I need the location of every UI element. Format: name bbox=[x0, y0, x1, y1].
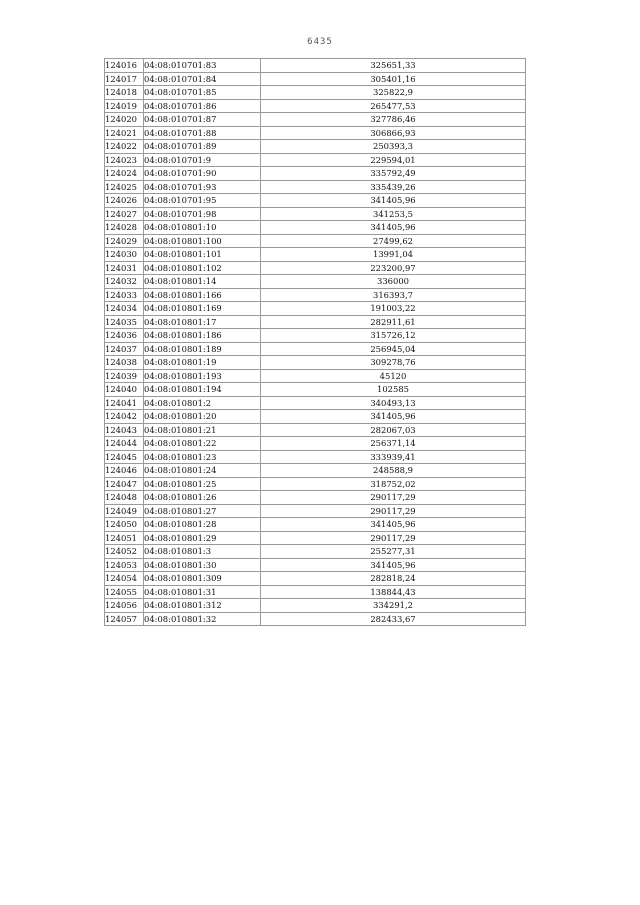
record-id-cell: 124039 bbox=[105, 369, 144, 383]
value-cell: 265477,53 bbox=[261, 99, 526, 113]
cadastral-number-cell: 04:08:010801:32 bbox=[144, 612, 261, 626]
record-id-cell: 124018 bbox=[105, 86, 144, 100]
table-row bbox=[105, 531, 526, 545]
cadastral-number-cell: 04:08:010701:85 bbox=[144, 86, 261, 100]
value-cell: 290117,29 bbox=[261, 531, 526, 545]
cadastral-number-cell: 04:08:010801:29 bbox=[144, 531, 261, 545]
cadastral-number-cell: 04:08:010801:186 bbox=[144, 329, 261, 343]
record-id-cell: 124022 bbox=[105, 140, 144, 154]
cadastral-number-cell: 04:08:010801:23 bbox=[144, 450, 261, 464]
table-row bbox=[105, 464, 526, 478]
table-row bbox=[105, 248, 526, 262]
record-id-cell: 124044 bbox=[105, 437, 144, 451]
cadastral-number-cell: 04:08:010801:22 bbox=[144, 437, 261, 451]
table-row bbox=[105, 99, 526, 113]
table-row bbox=[105, 518, 526, 532]
value-cell: 333939,41 bbox=[261, 450, 526, 464]
cadastral-number-cell: 04:08:010801:17 bbox=[144, 315, 261, 329]
value-cell: 315726,12 bbox=[261, 329, 526, 343]
record-id-cell: 124020 bbox=[105, 113, 144, 127]
cadastral-number-cell: 04:08:010801:189 bbox=[144, 342, 261, 356]
record-id-cell: 124052 bbox=[105, 545, 144, 559]
value-cell: 229594,01 bbox=[261, 153, 526, 167]
record-id-cell: 124051 bbox=[105, 531, 144, 545]
value-cell: 336000 bbox=[261, 275, 526, 289]
table-row bbox=[105, 59, 526, 73]
table-row bbox=[105, 504, 526, 518]
record-id-cell: 124024 bbox=[105, 167, 144, 181]
cadastral-number-cell: 04:08:010801:31 bbox=[144, 585, 261, 599]
cadastral-number-cell: 04:08:010701:89 bbox=[144, 140, 261, 154]
value-cell: 282911,61 bbox=[261, 315, 526, 329]
table-row bbox=[105, 356, 526, 370]
cadastral-number-cell: 04:08:010801:26 bbox=[144, 491, 261, 505]
table-row bbox=[105, 180, 526, 194]
value-cell: 102585 bbox=[261, 383, 526, 397]
table-row bbox=[105, 477, 526, 491]
table-row bbox=[105, 396, 526, 410]
table-row bbox=[105, 315, 526, 329]
cadastral-number-cell: 04:08:010701:86 bbox=[144, 99, 261, 113]
cadastral-number-cell: 04:08:010801:25 bbox=[144, 477, 261, 491]
cadastral-number-cell: 04:08:010701:87 bbox=[144, 113, 261, 127]
value-cell: 305401,16 bbox=[261, 72, 526, 86]
record-id-cell: 124043 bbox=[105, 423, 144, 437]
cadastral-number-cell: 04:08:010801:194 bbox=[144, 383, 261, 397]
record-id-cell: 124025 bbox=[105, 180, 144, 194]
table-row bbox=[105, 491, 526, 505]
record-id-cell: 124045 bbox=[105, 450, 144, 464]
page-number: 6435 bbox=[307, 37, 333, 47]
value-cell: 318752,02 bbox=[261, 477, 526, 491]
cadastral-number-cell: 04:08:010801:10 bbox=[144, 221, 261, 235]
cadastral-number-cell: 04:08:010801:193 bbox=[144, 369, 261, 383]
value-cell: 256945,04 bbox=[261, 342, 526, 356]
cadastral-number-cell: 04:08:010801:100 bbox=[144, 234, 261, 248]
value-cell: 341405,96 bbox=[261, 518, 526, 532]
value-cell: 306866,93 bbox=[261, 126, 526, 140]
value-cell: 45120 bbox=[261, 369, 526, 383]
cadastral-number-cell: 04:08:010801:14 bbox=[144, 275, 261, 289]
cadastral-number-cell: 04:08:010701:88 bbox=[144, 126, 261, 140]
value-cell: 250393,3 bbox=[261, 140, 526, 154]
value-cell: 316393,7 bbox=[261, 288, 526, 302]
cadastral-number-cell: 04:08:010701:98 bbox=[144, 207, 261, 221]
value-cell: 290117,29 bbox=[261, 504, 526, 518]
table-row bbox=[105, 329, 526, 343]
table-row bbox=[105, 153, 526, 167]
value-cell: 282433,67 bbox=[261, 612, 526, 626]
record-id-cell: 124038 bbox=[105, 356, 144, 370]
table-row bbox=[105, 599, 526, 613]
value-cell: 325651,33 bbox=[261, 59, 526, 73]
record-id-cell: 124028 bbox=[105, 221, 144, 235]
record-id-cell: 124034 bbox=[105, 302, 144, 316]
record-id-cell: 124035 bbox=[105, 315, 144, 329]
table-row bbox=[105, 207, 526, 221]
record-id-cell: 124017 bbox=[105, 72, 144, 86]
record-id-cell: 124048 bbox=[105, 491, 144, 505]
table-row bbox=[105, 450, 526, 464]
table-row bbox=[105, 545, 526, 559]
table-row bbox=[105, 126, 526, 140]
value-cell: 325822,9 bbox=[261, 86, 526, 100]
value-cell: 282067,03 bbox=[261, 423, 526, 437]
value-cell: 223200,97 bbox=[261, 261, 526, 275]
value-cell: 335792,49 bbox=[261, 167, 526, 181]
value-cell: 341405,96 bbox=[261, 410, 526, 424]
value-cell: 341405,96 bbox=[261, 194, 526, 208]
record-id-cell: 124027 bbox=[105, 207, 144, 221]
record-id-cell: 124054 bbox=[105, 572, 144, 586]
value-cell: 327786,46 bbox=[261, 113, 526, 127]
cadastral-number-cell: 04:08:010701:9 bbox=[144, 153, 261, 167]
record-id-cell: 124057 bbox=[105, 612, 144, 626]
value-cell: 27499,62 bbox=[261, 234, 526, 248]
table-row bbox=[105, 221, 526, 235]
cadastral-number-cell: 04:08:010801:3 bbox=[144, 545, 261, 559]
register-table-body bbox=[105, 59, 526, 626]
record-id-cell: 124030 bbox=[105, 248, 144, 262]
table-row bbox=[105, 275, 526, 289]
cadastral-number-cell: 04:08:010701:84 bbox=[144, 72, 261, 86]
record-id-cell: 124023 bbox=[105, 153, 144, 167]
value-cell: 248588,9 bbox=[261, 464, 526, 478]
table-row bbox=[105, 288, 526, 302]
cadastral-number-cell: 04:08:010801:309 bbox=[144, 572, 261, 586]
record-id-cell: 124029 bbox=[105, 234, 144, 248]
value-cell: 13991,04 bbox=[261, 248, 526, 262]
value-cell: 341405,96 bbox=[261, 221, 526, 235]
value-cell: 282818,24 bbox=[261, 572, 526, 586]
table-row bbox=[105, 167, 526, 181]
record-id-cell: 124031 bbox=[105, 261, 144, 275]
table-row bbox=[105, 369, 526, 383]
table-row bbox=[105, 423, 526, 437]
cadastral-number-cell: 04:08:010801:19 bbox=[144, 356, 261, 370]
record-id-cell: 124055 bbox=[105, 585, 144, 599]
cadastral-number-cell: 04:08:010801:2 bbox=[144, 396, 261, 410]
table-row bbox=[105, 437, 526, 451]
record-id-cell: 124037 bbox=[105, 342, 144, 356]
record-id-cell: 124040 bbox=[105, 383, 144, 397]
table-row bbox=[105, 302, 526, 316]
value-cell: 255277,31 bbox=[261, 545, 526, 559]
value-cell: 341405,96 bbox=[261, 558, 526, 572]
table-row bbox=[105, 612, 526, 626]
cadastral-number-cell: 04:08:010801:30 bbox=[144, 558, 261, 572]
value-cell: 341253,5 bbox=[261, 207, 526, 221]
value-cell: 256371,14 bbox=[261, 437, 526, 451]
record-id-cell: 124036 bbox=[105, 329, 144, 343]
cadastral-number-cell: 04:08:010801:166 bbox=[144, 288, 261, 302]
record-id-cell: 124041 bbox=[105, 396, 144, 410]
record-id-cell: 124026 bbox=[105, 194, 144, 208]
value-cell: 309278,76 bbox=[261, 356, 526, 370]
value-cell: 340493,13 bbox=[261, 396, 526, 410]
cadastral-number-cell: 04:08:010801:28 bbox=[144, 518, 261, 532]
cadastral-number-cell: 04:08:010801:21 bbox=[144, 423, 261, 437]
record-id-cell: 124032 bbox=[105, 275, 144, 289]
cadastral-number-cell: 04:08:010801:101 bbox=[144, 248, 261, 262]
cadastral-number-cell: 04:08:010801:312 bbox=[144, 599, 261, 613]
table-row bbox=[105, 140, 526, 154]
record-id-cell: 124033 bbox=[105, 288, 144, 302]
cadastral-number-cell: 04:08:010701:93 bbox=[144, 180, 261, 194]
table-row bbox=[105, 194, 526, 208]
cadastral-number-cell: 04:08:010801:27 bbox=[144, 504, 261, 518]
table-row bbox=[105, 113, 526, 127]
record-id-cell: 124049 bbox=[105, 504, 144, 518]
record-id-cell: 124056 bbox=[105, 599, 144, 613]
record-id-cell: 124050 bbox=[105, 518, 144, 532]
cadastral-number-cell: 04:08:010701:83 bbox=[144, 59, 261, 73]
cadastral-number-cell: 04:08:010701:90 bbox=[144, 167, 261, 181]
cadastral-number-cell: 04:08:010801:169 bbox=[144, 302, 261, 316]
table-row bbox=[105, 234, 526, 248]
table-row bbox=[105, 72, 526, 86]
record-id-cell: 124016 bbox=[105, 59, 144, 73]
table-row bbox=[105, 572, 526, 586]
record-id-cell: 124021 bbox=[105, 126, 144, 140]
record-id-cell: 124053 bbox=[105, 558, 144, 572]
cadastral-number-cell: 04:08:010801:20 bbox=[144, 410, 261, 424]
cadastral-number-cell: 04:08:010801:24 bbox=[144, 464, 261, 478]
value-cell: 290117,29 bbox=[261, 491, 526, 505]
record-id-cell: 124046 bbox=[105, 464, 144, 478]
table-row bbox=[105, 383, 526, 397]
table-row bbox=[105, 342, 526, 356]
table-row bbox=[105, 261, 526, 275]
cadastral-number-cell: 04:08:010701:95 bbox=[144, 194, 261, 208]
value-cell: 138844,43 bbox=[261, 585, 526, 599]
value-cell: 335439,26 bbox=[261, 180, 526, 194]
register-table bbox=[104, 58, 526, 626]
value-cell: 191003,22 bbox=[261, 302, 526, 316]
record-id-cell: 124019 bbox=[105, 99, 144, 113]
table-row bbox=[105, 585, 526, 599]
table-row bbox=[105, 86, 526, 100]
value-cell: 334291,2 bbox=[261, 599, 526, 613]
cadastral-number-cell: 04:08:010801:102 bbox=[144, 261, 261, 275]
record-id-cell: 124047 bbox=[105, 477, 144, 491]
table-row bbox=[105, 410, 526, 424]
record-id-cell: 124042 bbox=[105, 410, 144, 424]
table-row bbox=[105, 558, 526, 572]
